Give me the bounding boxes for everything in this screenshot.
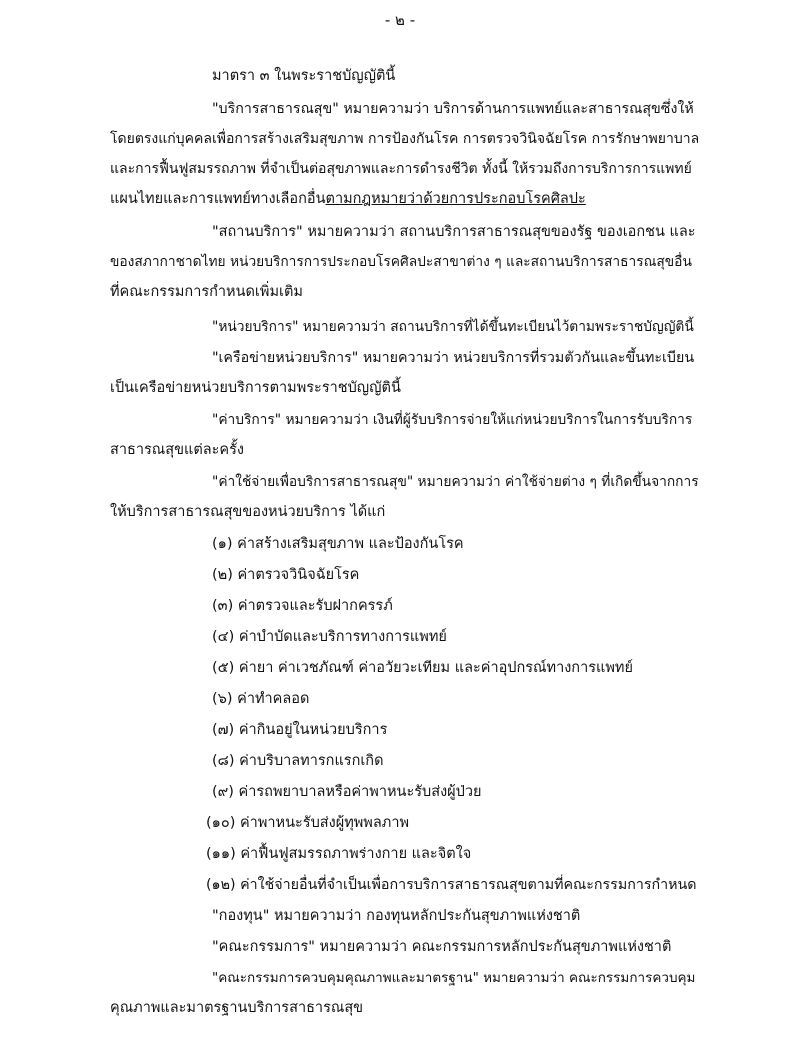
def-service-network-line2: เป็นเครือข่ายหน่วยบริการตามพระราชบัญญัตินี้ [110,380,401,396]
def-expenses-line1: "ค่าใช้จ่ายเพื่อบริการสาธารณสุข" หมายความว่า ค่าใช้จ่ายต่าง ๆ ที่เกิดขึ้นจากการ [212,474,699,490]
def-public-health-service-line1: "บริการสาธารณสุข" หมายความว่า บริการด้านการแพทย์และสาธารณสุขซึ่งให้ [212,101,694,117]
def-board: "คณะกรรมการ" หมายความว่า คณะกรรมการหลักประกันสุขภาพแห่งชาติ [212,939,672,955]
expense-item: (๓) ค่าตรวจและรับฝากครรภ์ [212,598,393,614]
def-public-health-service-line4 [110,189,586,209]
def-expenses-line2: ให้บริการสาธารณสุขของหน่วยบริการ ได้แก่ [110,504,386,520]
def-control-board-line2: คุณภาพและมาตรฐานบริการสาธารณสุข [110,1000,364,1016]
def-public-health-service-line2: โดยตรงแก่บุคคลเพื่อการสร้างเสริมสุขภาพ การป้องกันโรค การตรวจวินิจฉัยโรค การรักษาพยาบาล [110,131,700,147]
def-service-facility-line3: ที่คณะกรรมการกำหนดเพิ่มเติม [110,284,303,300]
expense-item: (๑๒) ค่าใช้จ่ายอื่นที่จำเป็นเพื่อการบริการสาธารณสุขตามที่คณะกรรมการกำหนด [206,877,697,893]
def-service-fee-line2: สาธารณสุขแต่ละครั้ง [110,442,244,458]
expense-item: (๑) ค่าสร้างเสริมสุขภาพ และป้องกันโรค [212,536,464,552]
def-service-fee-line1: "ค่าบริการ" หมายความว่า เงินที่ผู้รับบริการจ่ายให้แก่หน่วยบริการในการรับบริการ [212,412,693,428]
expense-item: (๖) ค่าทำคลอด [212,691,310,707]
expense-item: (๘) ค่าบริบาลทารกแรกเกิด [212,753,384,769]
expense-item: (๗) ค่ากินอยู่ในหน่วยบริการ [212,722,388,738]
page-number: - ๒ - [384,11,416,29]
line4-plain: แผนไทยและการแพทย์ทางเลือกอื่น [110,191,326,207]
def-service-unit: "หน่วยบริการ" หมายความว่า สถานบริการที่ได้ขึ้นทะเบียนไว้ตามพระราชบัญญัตินี้ [212,319,694,335]
expense-item: (๑๑) ค่าฟื้นฟูสมรรถภาพร่างกาย และจิตใจ [206,846,472,862]
expense-item: (๕) ค่ายา ค่าเวชภัณฑ์ ค่าอวัยวะเทียม และค่าอุปกรณ์ทางการแพทย์ [212,660,633,676]
line4-underlined-amendment: ตามกฎหมายว่าด้วยการประกอบโรคศิลปะ [325,191,586,207]
def-public-health-service-line3: และการฟื้นฟูสมรรถภาพ ที่จำเป็นต่อสุขภาพและการดำรงชีวิต ทั้งนี้ ให้รวมถึงการบริการการแพทย์ [110,161,692,177]
def-service-facility-line2: ของสภากาชาดไทย หน่วยบริการการประกอบโรคศิลปะสาขาต่าง ๆ และสถานบริการสาธารณสุขอื่น [110,254,692,270]
section-heading: มาตรา ๓ ในพระราชบัญญัตินี้ [212,68,396,84]
expense-item: (๔) ค่าบำบัดและบริการทางการแพทย์ [212,629,447,645]
def-fund: "กองทุน" หมายความว่า กองทุนหลักประกันสุขภาพแห่งชาติ [212,908,581,924]
def-service-facility-line1: "สถานบริการ" หมายความว่า สถานบริการสาธารณสุขของรัฐ ของเอกชน และ [212,224,696,240]
expense-item: (๙) ค่ารถพยาบาลหรือค่าพาหนะรับส่งผู้ป่วย [212,784,482,800]
def-service-network-line1: "เครือข่ายหน่วยบริการ" หมายความว่า หน่วยบริการที่รวมตัวกันและขึ้นทะเบียน [212,350,695,366]
expense-item: (๑๐) ค่าพาหนะรับส่งผู้ทุพพลภาพ [206,815,410,831]
def-control-board-line1: "คณะกรรมการควบคุมคุณภาพและมาตรฐาน" หมายความว่า คณะกรรมการควบคุม [212,970,696,986]
expense-item: (๒) ค่าตรวจวินิจฉัยโรค [212,567,360,583]
